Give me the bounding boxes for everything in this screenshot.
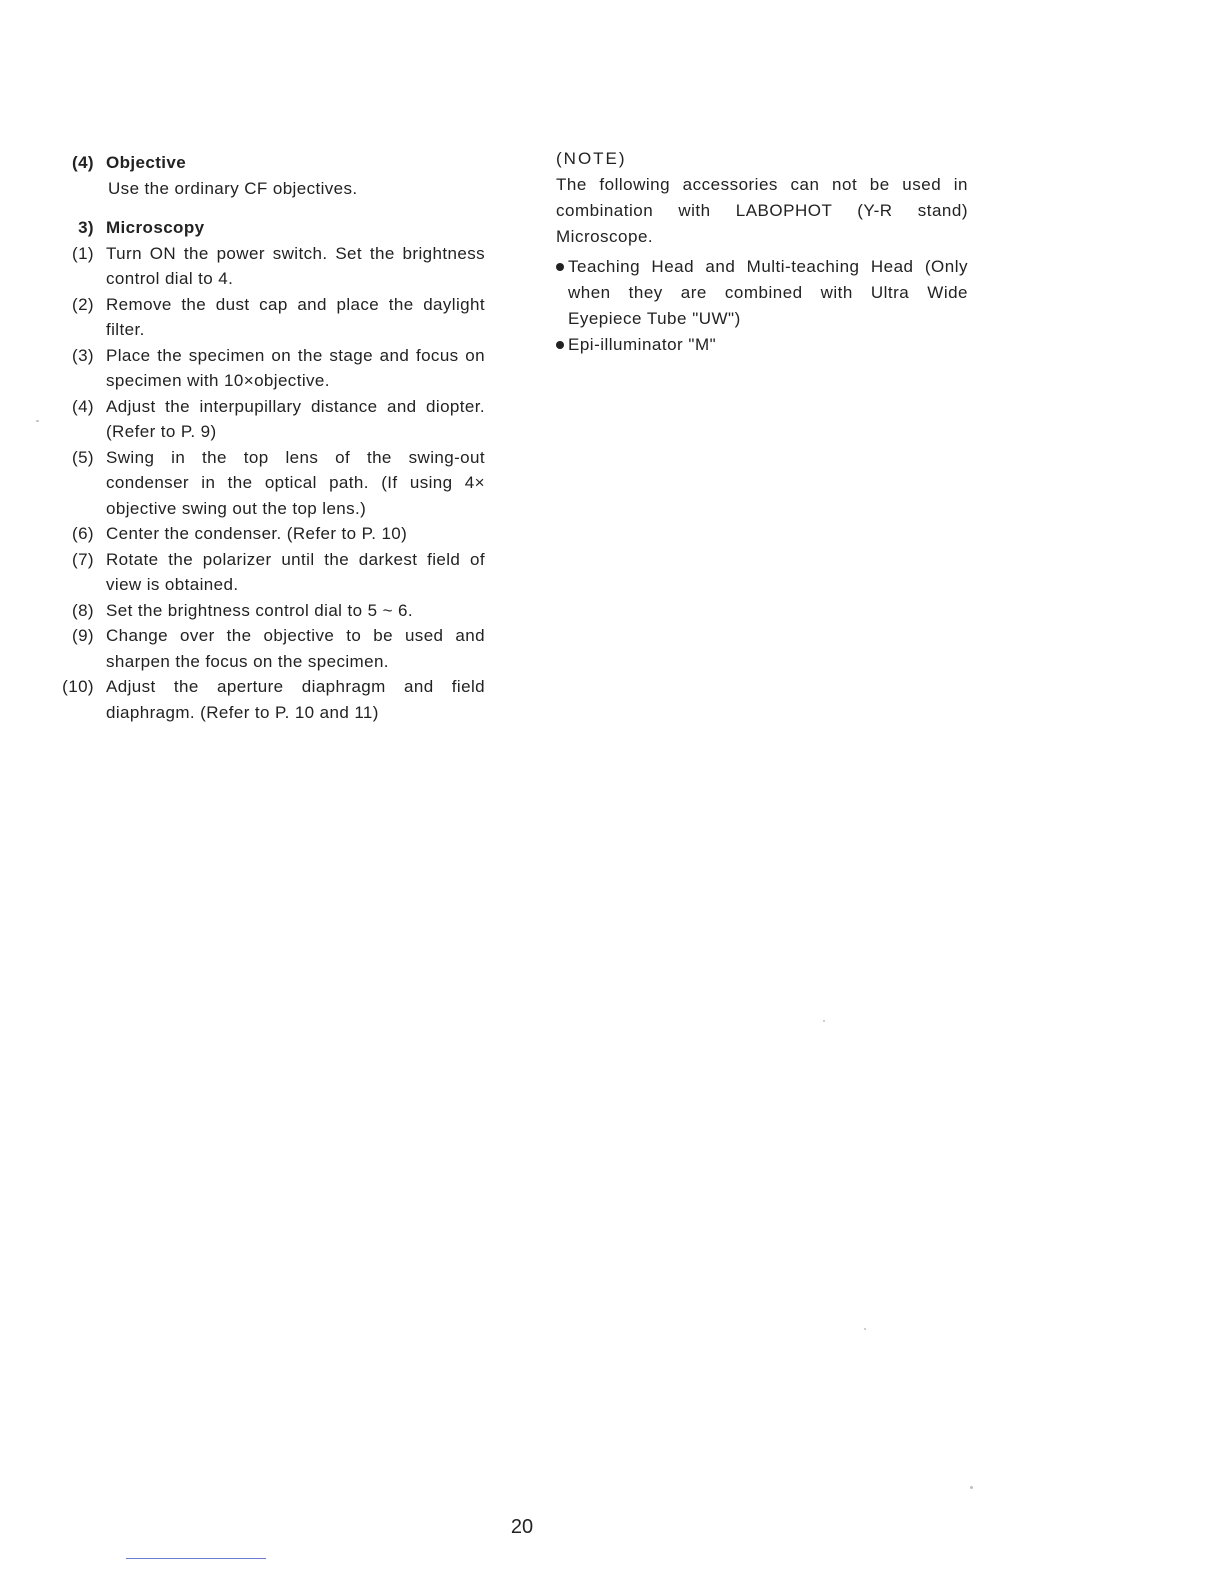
bullet-text: Epi-illuminator "M" [568,335,717,354]
scan-speck [823,1020,825,1022]
step-number: (9) [72,626,94,645]
page-number: 20 [510,1516,534,1538]
note-text: The following accessories can not be used in combination with LABOPHOT (Y-R stand) Microscope. [556,175,968,246]
step-3 [50,343,485,394]
step-5 [50,445,485,522]
microscopy-title: Microscopy [106,218,205,237]
step-number: (2) [72,294,94,314]
step-4 [50,394,485,445]
bullet-text: Teaching Head and Multi-teaching Head (Only when they are combined with Ultra Wide Eyepiece Tube "UW") [568,257,968,328]
step-9 [50,623,485,674]
step-text: Center the condenser. (Refer to P. 10) [106,524,408,543]
objective-heading [50,150,485,176]
step-7 [50,547,485,598]
left-column [50,150,485,725]
step-1 [50,241,485,292]
step-text: Set the brightness control dial to 5 ~ 6. [106,600,413,620]
footer-rule [126,1558,266,1559]
note-bullet-teaching-head [556,254,968,332]
step-2 [50,292,485,343]
objective-title: Objective [106,153,187,172]
step-text: Adjust the interpupillary distance and diopter. (Refer to P. 9) [106,396,485,441]
microscopy-number: 3) [78,218,94,237]
step-number: (7) [72,549,94,569]
step-10 [50,674,485,725]
note-bullet-epi-illuminator [556,332,968,358]
objective-number: (4) [72,153,94,172]
step-text: Adjust the aperture diaphragm and field diaphragm. (Refer to P. 10 and 11) [106,677,485,722]
bullet-dot-icon [556,263,564,271]
step-text: Change over the objective to be used and sharpen the focus on the specimen. [106,626,485,671]
scan-speck [864,1328,866,1330]
step-text: Rotate the polarizer until the darkest field of view is obtained. [106,549,485,594]
step-number: (10) [62,677,94,696]
scan-speck [970,1486,973,1489]
microscopy-heading [50,215,485,241]
step-text: Turn ON the power switch. Set the brightness control dial to 4. [106,243,485,288]
step-number: (3) [72,345,94,365]
right-column [556,146,968,358]
step-text: Swing in the top lens of the swing-out condenser in the optical path. (If using 4× objective swing out the top lens.) [106,447,485,518]
objective-text: Use the ordinary CF objectives. [108,178,358,198]
step-number: (8) [72,600,94,620]
step-text: Remove the dust cap and place the daylight filter. [106,294,485,339]
step-text: Place the specimen on the stage and focus on specimen with 10×objective. [106,345,485,390]
step-number: (5) [72,447,94,467]
step-number: (1) [72,243,94,263]
step-number: (4) [72,396,94,416]
step-8 [50,598,485,624]
step-number: (6) [72,524,94,543]
bullet-dot-icon [556,341,564,349]
scan-speck [36,420,39,422]
note-title: (NOTE) [556,149,627,168]
step-6 [50,521,485,547]
